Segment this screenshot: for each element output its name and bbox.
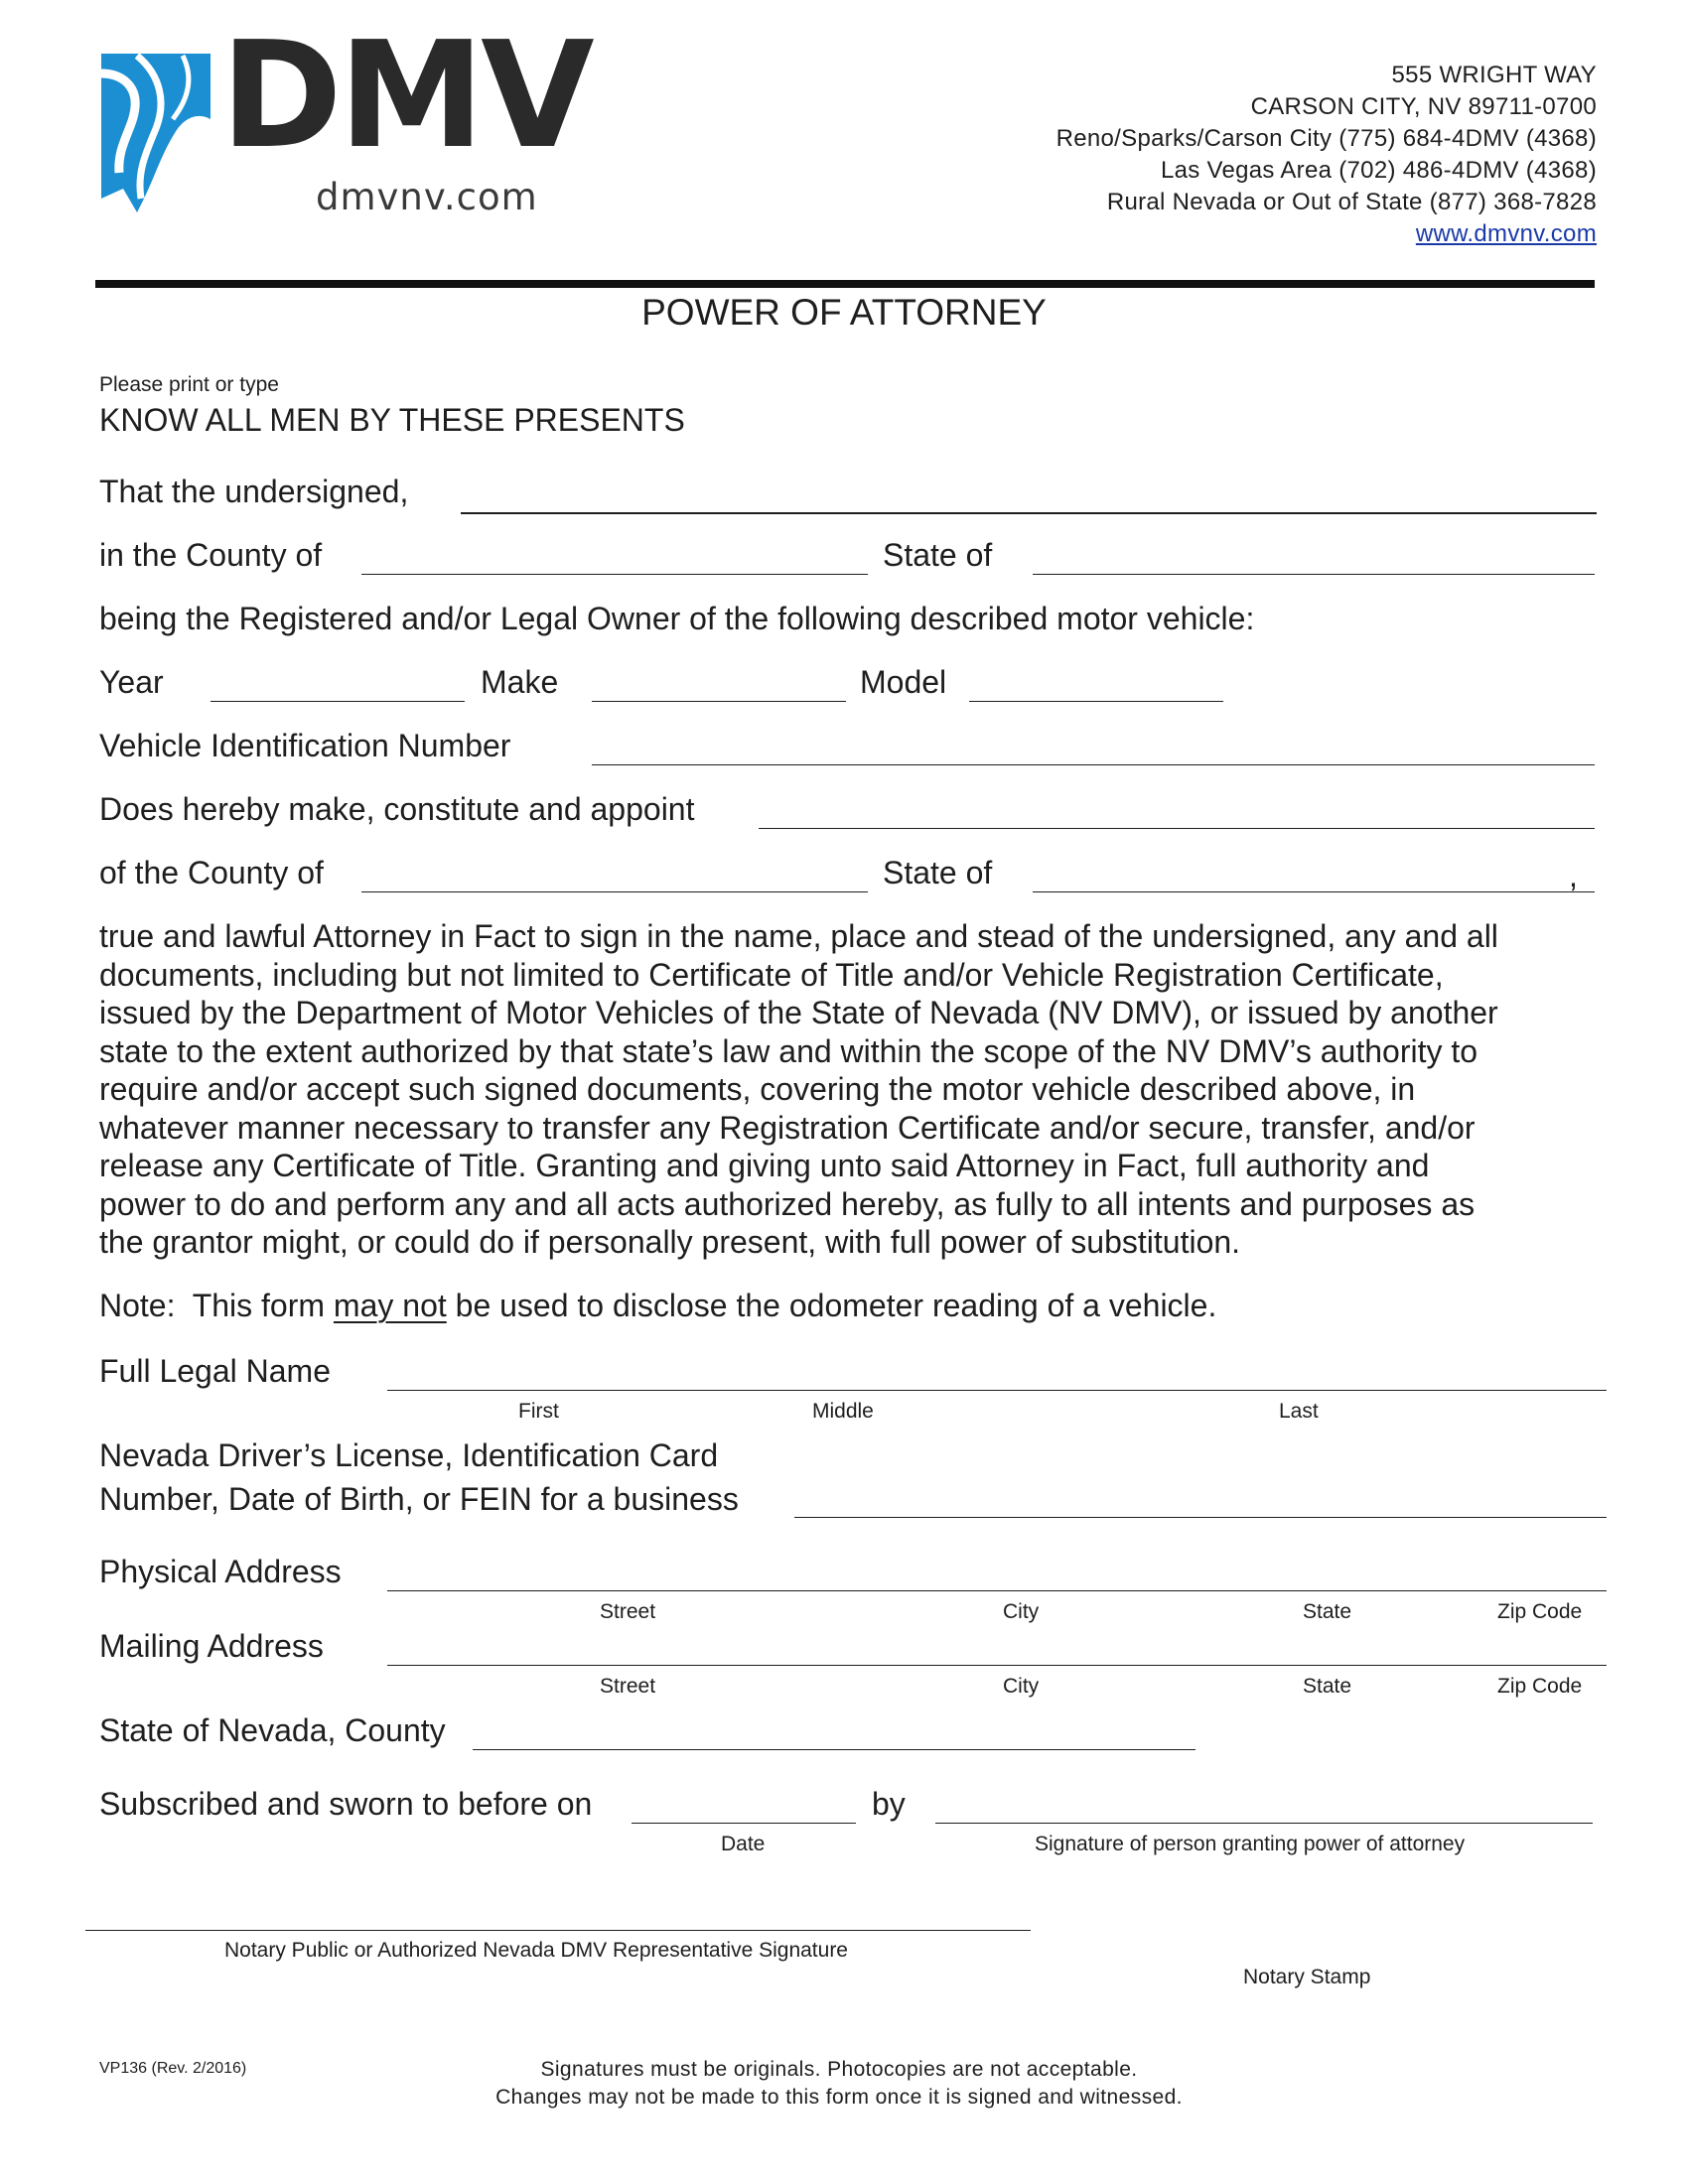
dmv-logo (97, 10, 653, 222)
nv-county-input[interactable] (475, 1713, 1192, 1749)
attorney-state-label: State of (883, 855, 993, 890)
attorney-state-comma: , (1569, 858, 1578, 893)
license-label-line1: Nevada Driver’s License, Identification Card (99, 1437, 719, 1473)
attorney-state-input[interactable] (1035, 856, 1551, 891)
license-label-line2: Number, Date of Birth, or FEIN for a business (99, 1481, 739, 1517)
year-line (211, 701, 465, 702)
paragraph-line: documents, including but not limited to Certificate of Title and/or Vehicle Registration Certificate, (99, 956, 1444, 993)
mailing-street-caption: Street (600, 1675, 656, 1698)
paragraph-line: whatever manner necessary to transfer any Registration Certificate and/or secure, transfer, and/or (99, 1109, 1476, 1146)
paragraph-line: true and lawful Attorney in Fact to sign in the name, place and stead of the undersigned, any and all (99, 918, 1498, 954)
name-first-caption: First (518, 1400, 559, 1423)
make-input[interactable] (594, 665, 844, 701)
physical-zip-caption: Zip Code (1497, 1600, 1583, 1623)
full-name-input[interactable] (389, 1354, 1603, 1390)
authority-paragraph (99, 917, 1609, 1262)
state-input[interactable] (1035, 538, 1593, 574)
mailing-zip-caption: Zip Code (1497, 1675, 1583, 1698)
paragraph-line: the grantor might, or could do if personally present, with full power of substitution. (99, 1224, 1241, 1260)
physical-address-line (387, 1590, 1607, 1591)
appoint-label: Does hereby make, constitute and appoint (99, 791, 695, 827)
header-city: CARSON CITY, NV 89711-0700 (1250, 93, 1597, 120)
note-suffix: be used to disclose the odometer reading of a vehicle. (446, 1288, 1217, 1323)
undersigned-label: That the undersigned, (99, 474, 409, 509)
year-input[interactable] (212, 665, 463, 701)
attorney-county-line (361, 891, 868, 892)
header-phone-lv: Las Vegas Area (702) 486-4DMV (4368) (1160, 157, 1597, 184)
attorney-state-line (1033, 891, 1595, 892)
grantor-signature-input[interactable] (937, 1787, 1589, 1823)
mailing-address-line (387, 1665, 1607, 1666)
paragraph-line: power to do and perform any and all acts authorized hereby, as fully to all intents and purposes as (99, 1185, 1476, 1222)
physical-address-label: Physical Address (99, 1554, 342, 1589)
attorney-county-label: of the County of (99, 855, 324, 890)
physical-city-caption: City (1003, 1600, 1040, 1623)
header-street: 555 WRIGHT WAY (1391, 62, 1597, 88)
sworn-label: Subscribed and sworn to before on (99, 1786, 593, 1822)
full-name-label: Full Legal Name (99, 1353, 331, 1389)
owner-statement: being the Registered and/or Legal Owner of the following described motor vehicle: (99, 601, 1255, 636)
physical-state-caption: State (1303, 1600, 1352, 1623)
nevada-road-logo-icon (97, 50, 214, 218)
mailing-address-label: Mailing Address (99, 1628, 324, 1664)
full-name-line (387, 1390, 1607, 1391)
by-label: by (872, 1786, 906, 1822)
footer-note-2: Changes may not be made to this form once it is signed and witnessed. (495, 2086, 1183, 2109)
physical-address-input[interactable] (389, 1555, 1603, 1590)
header-website-link[interactable]: www.dmvnv.com (1415, 220, 1597, 247)
undersigned-name-input[interactable] (463, 475, 1595, 510)
paragraph-line: issued by the Department of Motor Vehicles of the State of Nevada (NV DMV), or issued by another (99, 995, 1498, 1030)
county-input[interactable] (363, 538, 866, 574)
header-phone-rural: Rural Nevada or Out of State (877) 368-7828 (1106, 189, 1597, 215)
nv-county-label: State of Nevada, County (99, 1712, 446, 1748)
mailing-state-caption: State (1303, 1675, 1352, 1698)
notary-signature-input[interactable] (87, 1894, 1027, 1930)
form-number: VP136 (Rev. 2/2016) (99, 2060, 247, 2077)
make-label: Make (481, 664, 559, 700)
undersigned-name-line (461, 512, 1597, 514)
vin-input[interactable] (594, 729, 1593, 764)
vin-label: Vehicle Identification Number (99, 728, 511, 763)
vin-line (592, 764, 1595, 765)
county-line (361, 574, 868, 575)
name-last-caption: Last (1279, 1400, 1319, 1423)
mailing-address-input[interactable] (389, 1629, 1603, 1665)
print-note: Please print or type (99, 373, 279, 396)
license-line (794, 1517, 1607, 1518)
note-prefix: Note: This form (99, 1288, 334, 1323)
county-label: in the County of (99, 537, 323, 573)
paragraph-line: require and/or accept such signed documents, covering the motor vehicle described above, in (99, 1071, 1416, 1107)
logo-site: dmvnv.com (316, 176, 538, 218)
header-divider (95, 280, 1595, 288)
date-caption: Date (721, 1833, 766, 1855)
odometer-note (99, 1290, 1216, 1321)
know-all-heading: KNOW ALL MEN BY THESE PRESENTS (99, 402, 685, 438)
license-input[interactable] (796, 1481, 1603, 1517)
mailing-city-caption: City (1003, 1675, 1040, 1698)
state-line (1033, 574, 1595, 575)
attorney-name-input[interactable] (761, 792, 1593, 828)
note-emphasis: may not (333, 1288, 447, 1323)
attorney-county-input[interactable] (363, 856, 866, 891)
attorney-name-line (759, 828, 1595, 829)
name-middle-caption: Middle (812, 1400, 874, 1423)
model-label: Model (860, 664, 947, 700)
form-title: POWER OF ATTORNEY (641, 292, 1047, 333)
year-label: Year (99, 664, 164, 700)
model-line (969, 701, 1223, 702)
paragraph-line: state to the extent authorized by that state’s law and within the scope of the NV DMV’s authority to (99, 1032, 1478, 1069)
notary-stamp-label: Notary Stamp (1243, 1966, 1371, 1988)
sworn-date-line (632, 1823, 856, 1824)
model-input[interactable] (971, 665, 1221, 701)
physical-street-caption: Street (600, 1600, 656, 1623)
header-phone-reno: Reno/Sparks/Carson City (775) 684-4DMV (4368) (1055, 125, 1597, 152)
make-line (592, 701, 846, 702)
footer-note-1: Signatures must be originals. Photocopies are not acceptable. (540, 2058, 1138, 2081)
grantor-signature-line (935, 1823, 1593, 1824)
sworn-date-input[interactable] (633, 1787, 854, 1823)
logo-wordmark: DMV (220, 10, 591, 181)
state-label: State of (883, 537, 993, 573)
signature-caption: Signature of person granting power of attorney (1035, 1833, 1466, 1855)
paragraph-line: release any Certificate of Title. Granting and giving unto said Attorney in Fact, full authority and (99, 1148, 1430, 1183)
notary-signature-line (85, 1930, 1031, 1931)
nv-county-line (473, 1749, 1196, 1750)
notary-caption: Notary Public or Authorized Nevada DMV Representative Signature (224, 1939, 848, 1962)
